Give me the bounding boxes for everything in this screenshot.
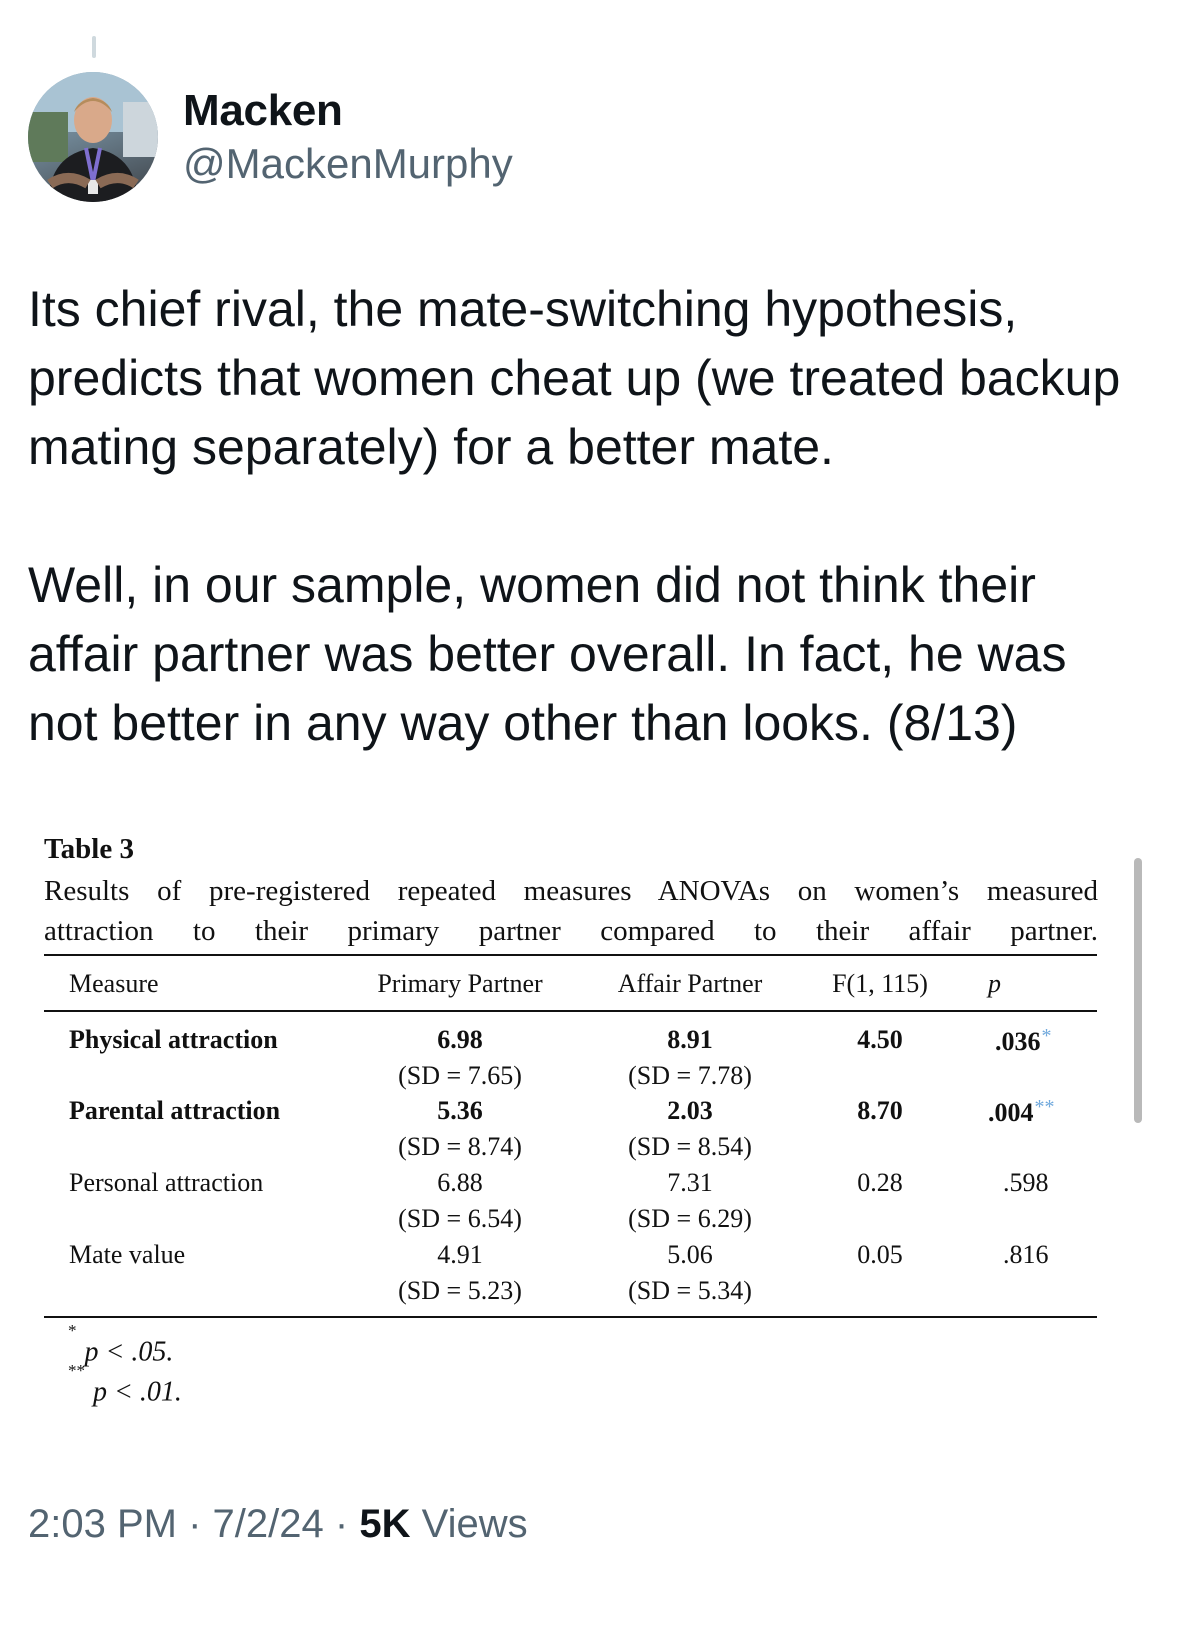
table-caption bbox=[44, 871, 1098, 951]
header-f-stat: F(1, 115) bbox=[832, 969, 928, 998]
header-affair-partner: Affair Partner bbox=[617, 969, 763, 998]
p-value-text: .036 bbox=[995, 1027, 1041, 1056]
views-label: Views bbox=[421, 1502, 528, 1546]
row-affair-mean: 2.03 bbox=[667, 1096, 713, 1125]
row-f-value: 8.70 bbox=[857, 1096, 903, 1125]
row-f-value: 4.50 bbox=[857, 1025, 903, 1054]
row-affair-sd: (SD = 5.34) bbox=[628, 1276, 752, 1305]
row-primary-sd: (SD = 6.54) bbox=[398, 1204, 522, 1233]
row-primary-mean: 6.88 bbox=[437, 1168, 483, 1197]
row-measure: Parental attraction bbox=[69, 1096, 281, 1125]
attached-table-image[interactable] bbox=[0, 815, 1200, 1435]
tweet-paragraph: Its chief rival, the mate-switching hypothesis, predicts that women cheat up (we treated backup mating separately) for a better mate. bbox=[28, 281, 1121, 475]
note-mark: ** bbox=[68, 1361, 85, 1380]
tweet-text bbox=[28, 275, 1148, 758]
table-title: Table 3 bbox=[44, 833, 134, 865]
views-count[interactable]: 5K bbox=[359, 1502, 411, 1546]
tweet-paragraph: Well, in our sample, women did not think their affair partner was better overall. In fact, he was not better in any way other than looks. (8/13) bbox=[28, 557, 1067, 751]
p-value-text: .598 bbox=[1003, 1168, 1049, 1197]
row-measure: Mate value bbox=[69, 1240, 186, 1269]
tweet-date[interactable]: 7/2/24 bbox=[212, 1502, 324, 1546]
note-mark: * bbox=[68, 1321, 77, 1340]
note-text: p < .01. bbox=[93, 1376, 182, 1408]
table-caption-line: Results of pre-registered repeated measures ANOVAs on women’s measured bbox=[44, 875, 1098, 907]
row-primary-sd: (SD = 5.23) bbox=[398, 1276, 522, 1305]
row-primary-mean: 4.91 bbox=[437, 1240, 483, 1269]
tweet-meta bbox=[28, 1502, 528, 1547]
row-affair-sd: (SD = 7.78) bbox=[628, 1061, 752, 1090]
row-affair-sd: (SD = 6.29) bbox=[628, 1204, 752, 1233]
p-value-text: .816 bbox=[1003, 1240, 1049, 1269]
scrollbar-thumb[interactable] bbox=[1134, 858, 1142, 1123]
row-f-value: 0.28 bbox=[857, 1168, 903, 1197]
row-p-value bbox=[995, 1025, 1052, 1057]
note-text: p < .05. bbox=[84, 1336, 174, 1368]
tweet-time[interactable]: 2:03 PM bbox=[28, 1502, 177, 1546]
significance-stars: ** bbox=[1034, 1096, 1055, 1118]
table-note bbox=[68, 1361, 182, 1408]
row-f-value: 0.05 bbox=[857, 1240, 903, 1269]
meta-separator: · bbox=[188, 1502, 202, 1546]
header-measure: Measure bbox=[69, 969, 159, 998]
header-p-value: p bbox=[988, 969, 1001, 998]
author-name[interactable]: Macken bbox=[183, 86, 343, 135]
row-affair-mean: 8.91 bbox=[667, 1025, 713, 1054]
row-p-value bbox=[988, 1096, 1055, 1128]
meta-separator: · bbox=[334, 1502, 349, 1546]
table-header-rule bbox=[44, 1010, 1097, 1012]
row-primary-sd: (SD = 8.74) bbox=[398, 1132, 522, 1161]
thread-connector-line bbox=[92, 36, 96, 58]
row-primary-sd: (SD = 7.65) bbox=[398, 1061, 522, 1090]
table-caption-line: attraction to their primary partner compared to their affair partner. bbox=[44, 915, 1098, 947]
significance-stars: * bbox=[1041, 1025, 1052, 1047]
row-primary-mean: 6.98 bbox=[437, 1025, 483, 1054]
author-handle[interactable]: @MackenMurphy bbox=[183, 140, 513, 187]
header-primary-partner: Primary Partner bbox=[377, 969, 543, 998]
row-measure: Personal attraction bbox=[69, 1168, 264, 1197]
avatar[interactable] bbox=[28, 72, 158, 202]
profile-photo-icon bbox=[28, 72, 158, 202]
table-top-rule bbox=[44, 954, 1097, 956]
row-affair-sd: (SD = 8.54) bbox=[628, 1132, 752, 1161]
table-bottom-rule bbox=[44, 1316, 1097, 1318]
row-p-value bbox=[1003, 1168, 1049, 1198]
row-measure: Physical attraction bbox=[69, 1025, 278, 1054]
row-affair-mean: 7.31 bbox=[667, 1168, 713, 1197]
row-p-value bbox=[1003, 1240, 1049, 1270]
p-value-text: .004 bbox=[988, 1098, 1034, 1127]
row-affair-mean: 5.06 bbox=[667, 1240, 713, 1269]
row-primary-mean: 5.36 bbox=[437, 1096, 483, 1125]
